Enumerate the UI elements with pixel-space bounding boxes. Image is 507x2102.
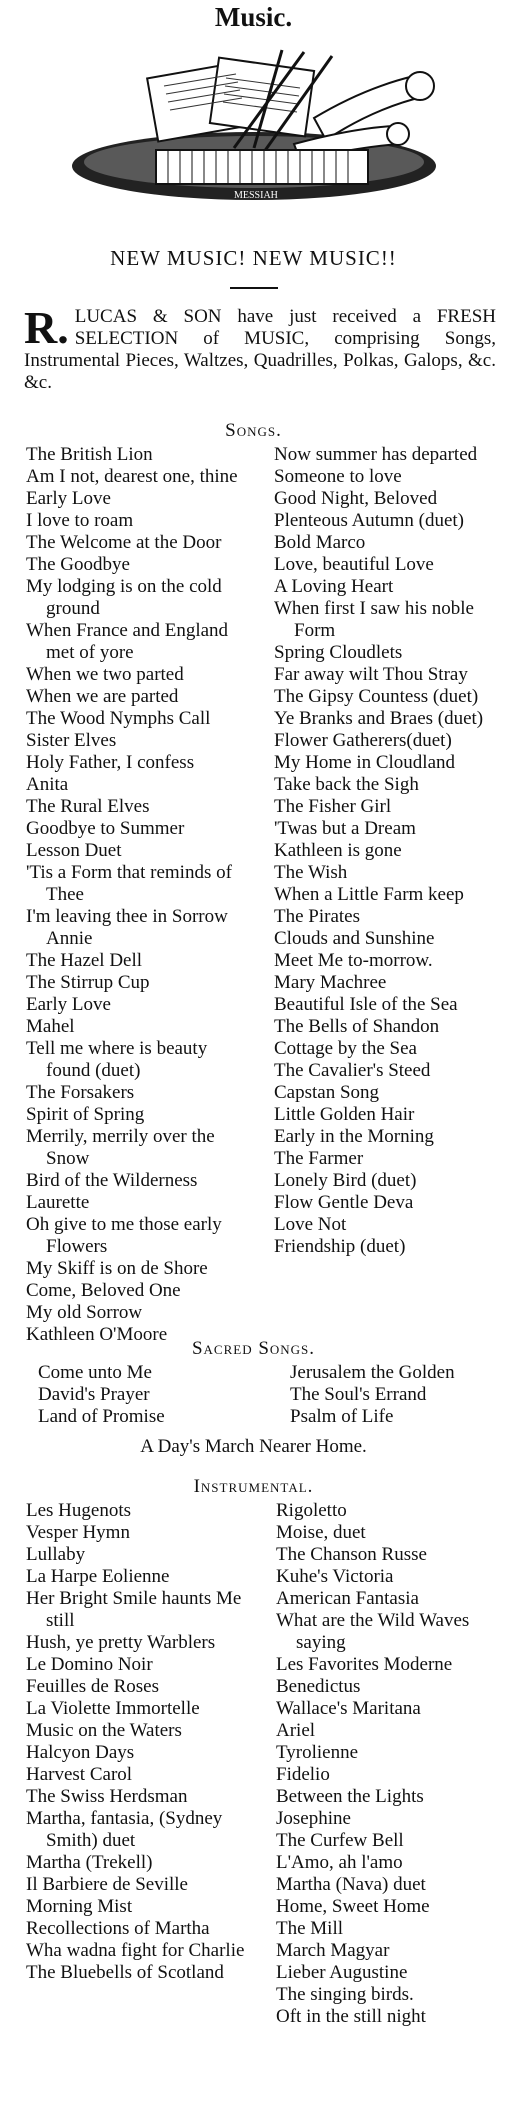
list-item: 'Tis a Form that reminds of Thee — [26, 862, 232, 905]
list-item: The Stirrup Cup — [26, 972, 150, 993]
list-item: Between the Lights — [276, 1786, 424, 1807]
list-item: Martha (Trekell) — [26, 1852, 153, 1873]
list-item: 'Twas but a Dream — [274, 818, 416, 839]
list-item: Kathleen is gone — [274, 840, 402, 861]
list-item: The Chanson Russe — [276, 1544, 427, 1565]
list-item: Bird of the Wilderness — [26, 1170, 198, 1191]
list-item: Feuilles de Roses — [26, 1676, 159, 1697]
list-item: Bold Marco — [274, 532, 366, 553]
sacred-right-column — [290, 1362, 500, 1428]
list-item: The Farmer — [274, 1148, 364, 1169]
list-item: March Magyar — [276, 1940, 390, 1961]
list-item: A Loving Heart — [274, 576, 394, 597]
list-item: Her Bright Smile haunts Me still — [26, 1588, 242, 1631]
intro-paragraph — [24, 302, 496, 394]
list-item: Land of Promise — [38, 1406, 165, 1427]
list-item: Flow Gentle Deva — [274, 1192, 414, 1213]
list-item: Kuhe's Victoria — [276, 1566, 394, 1587]
list-item: Now summer has departed — [274, 444, 478, 465]
songs-left-column — [26, 444, 254, 1346]
list-item: When a Little Farm keep — [274, 884, 464, 905]
list-item: Lullaby — [26, 1544, 86, 1565]
list-item: Meet Me to-morrow. — [274, 950, 433, 971]
sacred-left-column — [38, 1362, 258, 1428]
list-item: Cottage by the Sea — [274, 1038, 417, 1059]
list-item: The Mill — [276, 1918, 344, 1939]
list-item: Ye Branks and Braes (duet) — [274, 708, 484, 729]
list-item: Far away wilt Thou Stray — [274, 664, 468, 685]
list-item: Good Night, Beloved — [274, 488, 438, 509]
list-item: L'Amo, ah l'amo — [276, 1852, 403, 1873]
list-item: What are the Wild Waves saying — [276, 1610, 470, 1653]
list-item: Oh give to me those early Flowers — [26, 1214, 222, 1257]
list-item: Rigoletto — [276, 1500, 347, 1521]
list-item: The Curfew Bell — [276, 1830, 404, 1851]
list-item: Come unto Me — [38, 1362, 152, 1383]
list-item: The Welcome at the Door — [26, 532, 222, 553]
list-item: Kathleen O'Moore — [26, 1324, 168, 1345]
list-item: I love to roam — [26, 510, 134, 531]
list-item: Ariel — [276, 1720, 316, 1741]
list-item: American Fantasia — [276, 1588, 419, 1609]
list-item: Sister Elves — [26, 730, 117, 751]
list-item: Mahel — [26, 1016, 75, 1037]
list-item: Lieber Augustine — [276, 1962, 408, 1983]
list-item: Little Golden Hair — [274, 1104, 415, 1125]
list-item: The Soul's Errand — [290, 1384, 427, 1405]
list-item: La Harpe Eolienne — [26, 1566, 170, 1587]
list-item: The Forsakers — [26, 1082, 135, 1103]
list-item: The Wish — [274, 862, 348, 883]
list-item: Morning Mist — [26, 1896, 133, 1917]
divider — [230, 287, 278, 289]
list-item: The singing birds. — [276, 1984, 414, 2005]
list-item: Merrily, merrily over the Snow — [26, 1126, 215, 1169]
list-item: The Bells of Shandon — [274, 1016, 440, 1037]
list-item: Music on the Waters — [26, 1720, 182, 1741]
list-item: Early in the Morning — [274, 1126, 434, 1147]
list-item: The Fisher Girl — [274, 796, 392, 817]
page-title: Music. — [214, 2, 293, 32]
songs-right-column — [274, 444, 496, 1258]
list-item: Lesson Duet — [26, 840, 122, 861]
list-item: Early Love — [26, 994, 111, 1015]
list-item: Someone to love — [274, 466, 402, 487]
list-item: Fidelio — [276, 1764, 330, 1785]
engraving-label: MESSIAH — [234, 190, 278, 201]
list-item: The British Lion — [26, 444, 153, 465]
songs-heading: Songs. — [225, 420, 282, 441]
list-item: My Home in Cloudland — [274, 752, 456, 773]
music-instruments-engraving — [64, 48, 448, 208]
list-item: Love Not — [274, 1214, 347, 1235]
list-item: Josephine — [276, 1808, 351, 1829]
list-item: Moise, duet — [276, 1522, 366, 1543]
list-item: Hush, ye pretty Warblers — [26, 1632, 216, 1653]
list-item: My lodging is on the cold ground — [26, 576, 222, 619]
list-item: Wha wadna fight for Charlie — [26, 1940, 245, 1961]
list-item: The Pirates — [274, 906, 361, 927]
list-item: Love, beautiful Love — [274, 554, 434, 575]
list-item: The Wood Nymphs Call — [26, 708, 211, 729]
list-item: Early Love — [26, 488, 111, 509]
list-item: Friendship (duet) — [274, 1236, 406, 1257]
list-item: Clouds and Sunshine — [274, 928, 435, 949]
list-item: Anita — [26, 774, 69, 795]
list-item: Les Favorites Moderne — [276, 1654, 453, 1675]
list-item: When we are parted — [26, 686, 179, 707]
drop-cap: R. — [24, 302, 69, 353]
list-item: When we two parted — [26, 664, 184, 685]
list-item: Spring Cloudlets — [274, 642, 403, 663]
list-item: Plenteous Autumn (duet) — [274, 510, 464, 531]
list-item: Le Domino Noir — [26, 1654, 153, 1675]
list-item: Lonely Bird (duet) — [274, 1170, 417, 1191]
list-item: My Skiff is on de Shore — [26, 1258, 208, 1279]
list-item: I'm leaving thee in Sorrow Annie — [26, 906, 228, 949]
list-item: Harvest Carol — [26, 1764, 133, 1785]
list-item: Martha, fantasia, (Sydney Smith) duet — [26, 1808, 223, 1851]
list-item: Capstan Song — [274, 1082, 380, 1103]
list-item: Jerusalem the Golden — [290, 1362, 455, 1383]
list-item: Psalm of Life — [290, 1406, 394, 1427]
list-item: The Gipsy Countess (duet) — [274, 686, 479, 707]
list-item: Oft in the still night — [276, 2006, 426, 2027]
list-item: Il Barbiere de Seville — [26, 1874, 188, 1895]
list-item: The Swiss Herdsman — [26, 1786, 188, 1807]
list-item: Wallace's Maritana — [276, 1698, 421, 1719]
instrumental-heading: Instrumental. — [193, 1476, 314, 1497]
list-item: Am I not, dearest one, thine — [26, 466, 238, 487]
list-item: When first I saw his noble Form — [274, 598, 474, 641]
list-item: Mary Machree — [274, 972, 387, 993]
list-item: The Cavalier's Steed — [274, 1060, 431, 1081]
list-item: Come, Beloved One — [26, 1280, 181, 1301]
list-item: Tyrolienne — [276, 1742, 359, 1763]
list-item: Take back the Sigh — [274, 774, 419, 795]
list-item: My old Sorrow — [26, 1302, 143, 1323]
list-item: When France and England met of yore — [26, 620, 229, 663]
instrumental-left-column — [26, 1500, 272, 1984]
list-item: David's Prayer — [38, 1384, 150, 1405]
list-item: Goodbye to Summer — [26, 818, 185, 839]
instrumental-right-column — [276, 1500, 500, 2028]
list-item: La Violette Immortelle — [26, 1698, 200, 1719]
list-item: Home, Sweet Home — [276, 1896, 430, 1917]
list-item: Les Hugenots — [26, 1500, 132, 1521]
list-item: Spirit of Spring — [26, 1104, 145, 1125]
list-item: The Goodbye — [26, 554, 130, 575]
list-item: Recollections of Martha — [26, 1918, 210, 1939]
list-item: Vesper Hymn — [26, 1522, 130, 1543]
list-item: Flower Gatherers(duet) — [274, 730, 452, 751]
list-item: The Rural Elves — [26, 796, 150, 817]
list-item: The Bluebells of Scotland — [26, 1962, 224, 1983]
list-item: Tell me where is beauty found (duet) — [26, 1038, 208, 1081]
list-item: Laurette — [26, 1192, 90, 1213]
list-item: Benedictus — [276, 1676, 361, 1697]
sacred-note: A Day's March Nearer Home. — [140, 1436, 367, 1457]
sacred-songs-heading: Sacred Songs. — [191, 1338, 316, 1359]
list-item: Beautiful Isle of the Sea — [274, 994, 458, 1015]
list-item: Holy Father, I confess — [26, 752, 195, 773]
intro-text: LUCAS & SON have just received a FRESH SELECTION of MUSIC, comprising Songs, Instrumental Pieces, Waltzes, Quadrilles, Polkas, Galops, &c. &c. — [24, 306, 496, 393]
list-item: Halcyon Days — [26, 1742, 135, 1763]
headline: NEW MUSIC! NEW MUSIC!! — [110, 246, 397, 270]
list-item: Martha (Nava) duet — [276, 1874, 426, 1895]
list-item: The Hazel Dell — [26, 950, 143, 971]
